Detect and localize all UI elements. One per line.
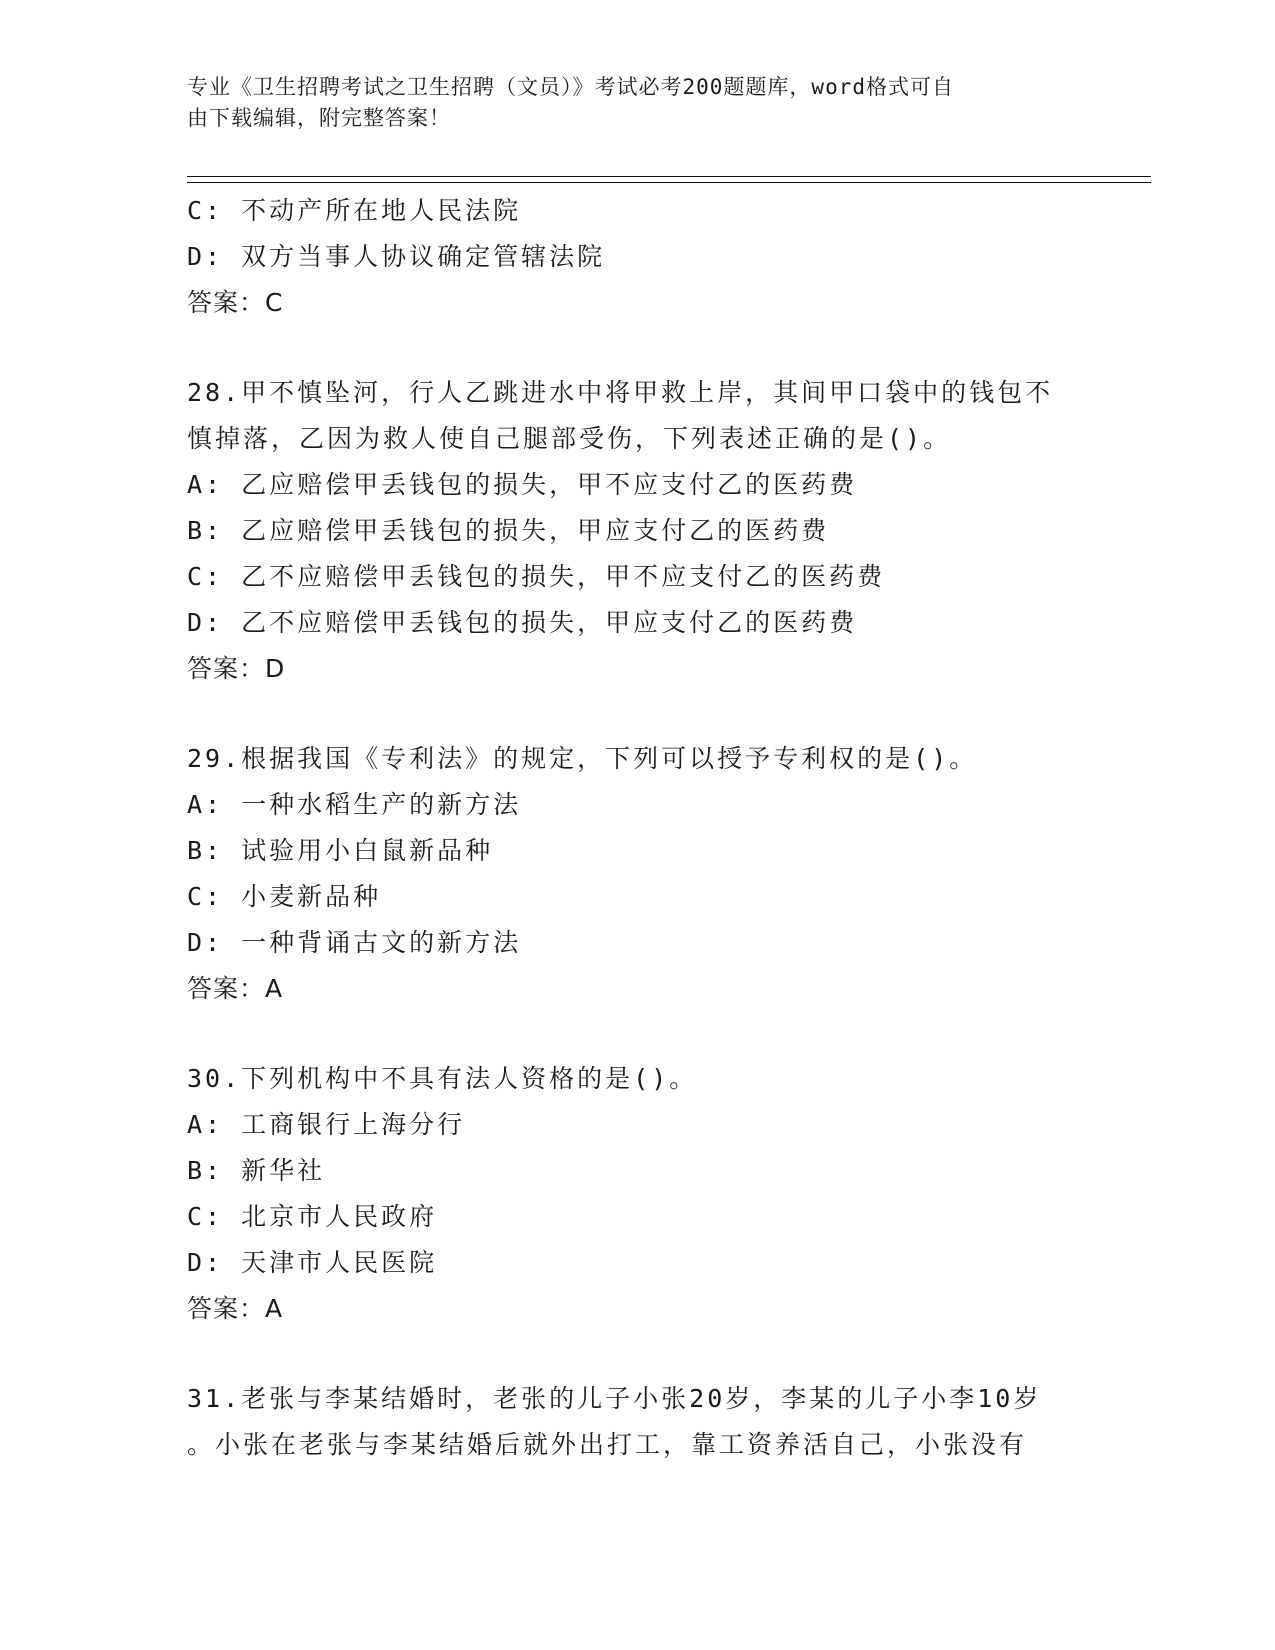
question-stem-line: 慎掉落，乙因为救人使自己腿部受伤，下列表述正确的是()。 [187,424,952,453]
option-c: C: 不动产所在地人民法院 [187,196,522,225]
header-divider-bottom [187,182,1151,183]
option-c: C: 乙不应赔偿甲丢钱包的损失，甲不应支付乙的医药费 [187,562,886,591]
option-d: D: 双方当事人协议确定管辖法院 [187,242,606,271]
option-b: B: 试验用小白鼠新品种 [187,836,494,865]
question-stem-line: 。小张在老张与李某结婚后就外出打工，靠工资养活自己，小张没有 [187,1430,1028,1459]
option-b: B: 乙应赔偿甲丢钱包的损失，甲应支付乙的医药费 [187,516,830,545]
option-c: C: 小麦新品种 [187,882,382,911]
question-31 [187,1376,1147,1468]
question-stem-line: 28.甲不慎坠河，行人乙跳进水中将甲救上岸，其间甲口袋中的钱包不 [187,378,1054,407]
answer-line: 答案：C [187,288,284,317]
option-a: A: 工商银行上海分行 [187,1110,466,1139]
option-c: C: 北京市人民政府 [187,1202,438,1231]
question-stem-line: 31.老张与李某结婚时，老张的儿子小张20岁，李某的儿子小李10岁 [187,1384,1042,1413]
option-a: A: 一种水稻生产的新方法 [187,790,522,819]
header-title-line-2: 由下载编辑，附完整答案！ [187,106,451,130]
question-content [187,188,1147,1468]
option-d: D: 天津市人民医院 [187,1248,438,1277]
header-divider-top [187,176,1151,177]
option-a: A: 乙应赔偿甲丢钱包的损失，甲不应支付乙的医药费 [187,470,858,499]
answer-line: 答案：A [187,1294,284,1323]
option-b: B: 新华社 [187,1156,326,1185]
question-29 [187,736,1147,1012]
answer-line: 答案：D [187,654,286,683]
question-30 [187,1056,1147,1332]
option-d: D: 乙不应赔偿甲丢钱包的损失，甲应支付乙的医药费 [187,608,858,637]
question-28 [187,370,1147,692]
header-title-line-1: 专业《卫生招聘考试之卫生招聘（文员）》考试必考200题题库，word格式可自 [187,75,954,99]
question-stem-line: 30.下列机构中不具有法人资格的是()。 [187,1064,698,1093]
answer-line: 答案：A [187,974,284,1003]
document-header [187,72,1067,134]
option-d: D: 一种背诵古文的新方法 [187,928,522,957]
question-stem-line: 29.根据我国《专利法》的规定，下列可以授予专利权的是()。 [187,744,978,773]
